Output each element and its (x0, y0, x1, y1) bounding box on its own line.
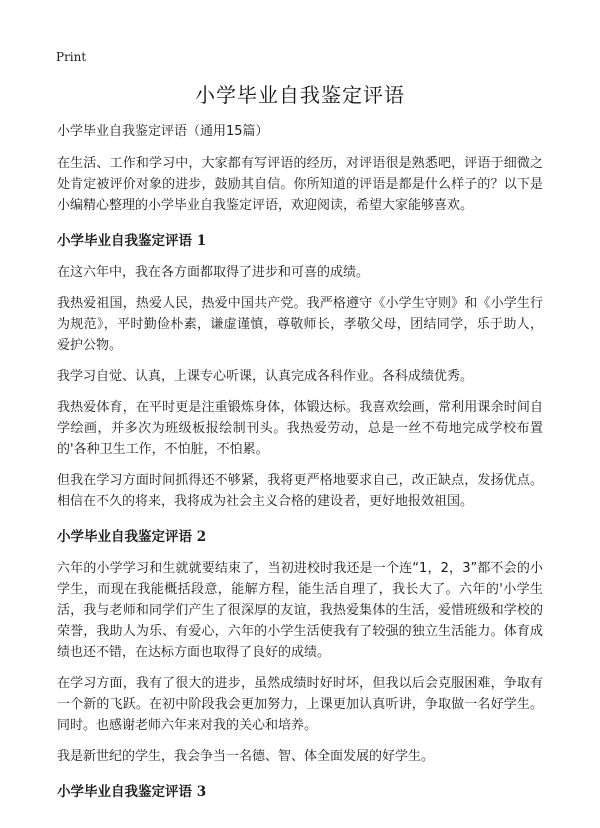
section-1-paragraph: 但我在学习方面时间抓得还不够紧，我将更严格地要求自己，改正缺点，发扬优点。相信在不久的将来，我将成为社会主义合格的建设者，更好地报效祖国。 (57, 473, 543, 509)
section-1-paragraph: 我热爱祖国，热爱人民，热爱中国共产党。我严格遵守《小学生守则》和《小学生行为规范》，平时勤俭朴素，谦虚谨慎，尊敬师长，孝敬父母，团结同学，乐于助人，爱护公物。 (57, 296, 543, 353)
section-1-paragraph: 在这六年中，我在各方面都取得了进步和可喜的成绩。 (57, 265, 370, 280)
section-1-paragraph: 我学习自觉、认真，上课专心听课，认真完成各科作业。各科成绩优秀。 (57, 369, 474, 384)
document-title: 小学毕业自我鉴定评语 (195, 83, 405, 107)
section-1-paragraph: 我热爱体育，在平时更是注重锻炼身体，体锻达标。我喜欢绘画，常利用课余时间自学绘画，并多次为班级板报绘制刊头。我热爱劳动，总是一丝不苟地完成学校布置的'各种卫生工作，不怕脏，不怕累。 (57, 400, 543, 457)
document-subtitle: 小学毕业自我鉴定评语（通用15篇） (57, 124, 269, 139)
section-heading-1: 小学毕业自我鉴定评语 1 (57, 233, 207, 249)
section-heading-2: 小学毕业自我鉴定评语 2 (57, 529, 207, 545)
print-link[interactable]: Print (56, 50, 87, 64)
intro-paragraph: 在生活、工作和学习中，大家都有写评语的经历，对评语很是熟悉吧，评语于细微之处肯定被评价对象的进步，鼓励其自信。你所知道的评语是都是什么样子的？以下是小编精心整理的小学毕业自我鉴定评语，欢迎阅读，希望大家能够喜欢。 (57, 156, 543, 213)
section-heading-3: 小学毕业自我鉴定评语 3 (57, 784, 207, 800)
section-2-paragraph: 我是新世纪的学生，我会争当一名德、智、体全面发展的好学生。 (57, 749, 435, 764)
section-2-paragraph: 六年的小学学习和生就就要结束了，当初进校时我还是一个连“1，2，3”都不会的小学生，而现在我能概括段意，能解方程，能生活自理了，我长大了。六年的'小学生活，我与老师和同学们产生了很深厚的友谊，我热爱集体的生活，爱惜班级和学校的荣誉，我助人为乐、有爱心，六年的小学生活使我有了较强的独立生活能力。体育成绩也还不错，在达标方面也取得了良好的成绩。 (57, 561, 543, 660)
section-2-paragraph: 在学习方面，我有了很大的进步，虽然成绩时好时坏，但我以后会克服困难，争取有一个新的飞跃。在初中阶段我会更加努力，上课更加认真听讲，争取做一名好学生。同时。也感谢老师六年来对我的关心和培养。 (57, 676, 543, 733)
